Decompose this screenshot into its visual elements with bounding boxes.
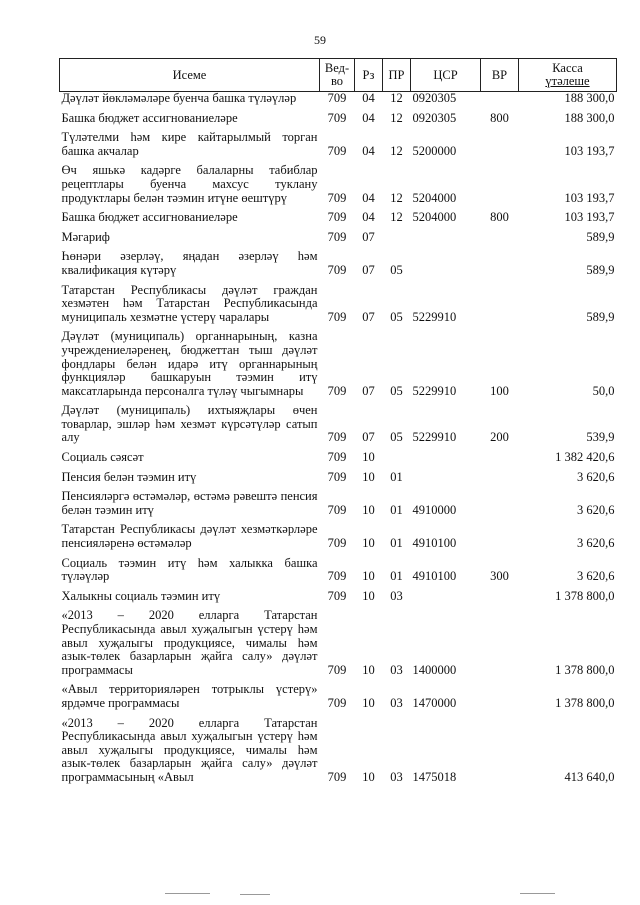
cell-rz: 07 xyxy=(362,383,375,398)
table-row xyxy=(60,683,617,716)
cell-vedo: 709 xyxy=(327,502,347,517)
cell-vr xyxy=(481,471,519,491)
cell-amount: 103 193,7 xyxy=(564,143,615,158)
cell-vedo: 709 xyxy=(327,450,347,465)
cell-pr: 05 xyxy=(390,262,403,277)
cell-rz: 10 xyxy=(362,536,375,551)
cell-csr: 0920305 xyxy=(412,91,457,105)
cell-pr: 12 xyxy=(390,143,403,158)
cell-name: «2013 – 2020 елларга Татарстан Республикасында авыл хуҗалыгын үстерү һәм авыл хуҗалыгы продукциясе, чималы һәм азык-төлек базарларын җайга салу» дәүләт программасының «Авыл xyxy=(61,715,318,784)
cell-csr: 4910100 xyxy=(412,569,457,584)
cell-pr: 03 xyxy=(390,769,403,784)
cell-rz: 04 xyxy=(362,110,375,125)
cell-csr: 4910000 xyxy=(412,502,457,517)
cell-csr: 1470000 xyxy=(412,695,457,710)
table-body xyxy=(60,92,617,791)
page-number: 59 xyxy=(314,33,326,47)
table-header-row xyxy=(60,59,617,92)
cell-name: Татарстан Республикасы дәүләт граждан хезмәтен һәм Татарстан Республикасында муниципаль хезмәтне үстерү чаралары xyxy=(61,282,318,324)
cell-vedo: 709 xyxy=(327,190,347,205)
cell-rz: 04 xyxy=(362,143,375,158)
header-vedo-line1: Вед- xyxy=(324,61,350,75)
cell-csr: 5229910 xyxy=(412,309,457,324)
cell-pr: 05 xyxy=(390,383,403,398)
table-row xyxy=(60,231,617,251)
cell-csr: 1475018 xyxy=(412,769,457,784)
cell-rz: 10 xyxy=(362,569,375,584)
cell-pr: 12 xyxy=(390,91,403,105)
cell-csr xyxy=(411,231,481,251)
cell-pr xyxy=(383,451,411,471)
table-row xyxy=(60,92,617,112)
cell-amount: 188 300,0 xyxy=(564,110,615,125)
cell-amount: 3 620,6 xyxy=(577,569,615,584)
cell-csr xyxy=(411,250,481,283)
cell-pr: 03 xyxy=(390,588,403,603)
cell-vedo: 709 xyxy=(327,210,347,225)
cell-csr: 5204000 xyxy=(412,210,457,225)
scan-line-bottom xyxy=(520,893,555,894)
cell-amount: 3 620,6 xyxy=(577,536,615,551)
cell-name: Социаль сәясәт xyxy=(61,450,144,465)
cell-name: Башка бюджет ассигнованиеләре xyxy=(61,210,238,225)
cell-amount: 103 193,7 xyxy=(564,190,615,205)
header-rz: Рз xyxy=(355,59,383,92)
cell-vedo: 709 xyxy=(327,769,347,784)
table-row xyxy=(60,523,617,556)
cell-vr xyxy=(481,451,519,471)
cell-name: Дәүләт (муниципаль) ихтыяҗлары өчен товарлар, эшләр һәм хезмәт күрсәтүләр сатып алу xyxy=(61,403,318,445)
cell-amount: 1 382 420,6 xyxy=(555,450,615,465)
table-row xyxy=(60,717,617,791)
cell-vr xyxy=(481,164,519,211)
cell-vedo: 709 xyxy=(327,262,347,277)
cell-csr xyxy=(411,451,481,471)
cell-vr: 800 xyxy=(490,110,509,125)
table-row xyxy=(60,330,617,404)
cell-vedo: 709 xyxy=(327,469,347,484)
cell-name: Мәгариф xyxy=(61,229,110,244)
cell-pr: 12 xyxy=(390,110,403,125)
cell-amount: 1 378 800,0 xyxy=(555,588,615,603)
cell-rz: 10 xyxy=(362,662,375,677)
cell-pr: 01 xyxy=(390,469,403,484)
cell-name: Халыкны социаль тәэмин итү xyxy=(61,588,221,603)
cell-pr: 01 xyxy=(390,502,403,517)
cell-name: Социаль тәэмин итү һәм халыкка башка түләүләр xyxy=(61,555,318,584)
header-kassa xyxy=(519,59,617,92)
cell-amount: 188 300,0 xyxy=(564,91,615,105)
cell-vedo: 709 xyxy=(327,143,347,158)
cell-name: Өч яшькә кадәрге балаларны табиблар рецептлары буенча махсус туклану продуктлары белән тәэмин итүне өештүрү xyxy=(61,163,318,205)
cell-rz: 10 xyxy=(362,588,375,603)
cell-pr: 01 xyxy=(390,536,403,551)
header-vedo xyxy=(320,59,355,92)
cell-pr: 05 xyxy=(390,309,403,324)
cell-amount: 50,0 xyxy=(592,383,615,398)
cell-vr xyxy=(481,131,519,164)
cell-pr: 03 xyxy=(390,695,403,710)
cell-vr: 100 xyxy=(490,383,509,398)
cell-vr: 200 xyxy=(490,430,509,445)
cell-rz: 04 xyxy=(362,91,375,105)
header-pr: ПР xyxy=(383,59,411,92)
cell-vedo: 709 xyxy=(327,695,347,710)
cell-name: Башка бюджет ассигнованиеләре xyxy=(61,110,238,125)
cell-vr xyxy=(481,590,519,610)
cell-csr: 4910100 xyxy=(412,536,457,551)
cell-pr: 01 xyxy=(390,569,403,584)
cell-csr: 5229910 xyxy=(412,430,457,445)
cell-rz: 04 xyxy=(362,190,375,205)
cell-name: Һөнәри әзерләү, яңадан әзерләү һәм квалификация күтәрү xyxy=(61,249,318,277)
cell-vr xyxy=(481,683,519,716)
cell-csr: 5200000 xyxy=(412,143,457,158)
cell-pr: 03 xyxy=(390,662,403,677)
cell-vr: 800 xyxy=(490,210,509,225)
cell-pr: 12 xyxy=(390,210,403,225)
header-vr: ВР xyxy=(481,59,519,92)
cell-vr xyxy=(481,490,519,523)
cell-vr xyxy=(481,231,519,251)
header-kassa-line2: үтәлеше xyxy=(545,74,590,88)
cell-vedo: 709 xyxy=(327,229,347,244)
cell-name: Дәүләт йөкләмәләре буенча башка түләүләр xyxy=(61,91,297,105)
cell-pr xyxy=(383,231,411,251)
cell-name: «Авыл территорияләрен тотрыклы үстерү» ярдәмче программасы xyxy=(61,682,318,710)
cell-vedo: 709 xyxy=(327,309,347,324)
table-row xyxy=(60,250,617,283)
table-row xyxy=(60,451,617,471)
cell-vedo: 709 xyxy=(327,91,347,105)
cell-vedo: 709 xyxy=(327,383,347,398)
cell-csr xyxy=(411,590,481,610)
cell-vr xyxy=(481,717,519,791)
cell-name: Татарстан Республикасы дәүләт хезмәткәрләре пенсияләренә өстәмәләр xyxy=(61,522,318,551)
cell-vr xyxy=(481,609,519,683)
cell-name: Дәүләт (муниципаль) органнарының, казна учреждениеләренең, бюджеттан тыш дәүләт фондлары белән идарә итү органнарының функцияләр башкаруын тәэмин итү максатларында персоналга түләү чыгымнары xyxy=(61,329,318,398)
cell-rz: 10 xyxy=(362,769,375,784)
cell-amount: 1 378 800,0 xyxy=(555,695,615,710)
header-kassa-line1: Касса xyxy=(552,61,583,75)
cell-csr xyxy=(411,471,481,491)
table-row xyxy=(60,284,617,331)
cell-rz: 07 xyxy=(362,309,375,324)
cell-vedo: 709 xyxy=(327,662,347,677)
cell-amount: 539,9 xyxy=(586,430,615,445)
scan-line-bottom xyxy=(165,893,210,894)
cell-name: Түләтелми һәм кире кайтарылмый торган башка акчалар xyxy=(61,130,318,158)
cell-amount: 1 378 800,0 xyxy=(555,662,615,677)
cell-rz: 10 xyxy=(362,502,375,517)
header-name: Исеме xyxy=(60,59,320,92)
cell-rz: 10 xyxy=(362,469,375,484)
cell-pr: 12 xyxy=(390,190,403,205)
cell-csr: 5204000 xyxy=(412,190,457,205)
cell-csr: 0920305 xyxy=(412,110,457,125)
table-row xyxy=(60,112,617,132)
cell-vr: 300 xyxy=(490,569,509,584)
cell-csr: 5229910 xyxy=(412,383,457,398)
budget-table xyxy=(59,58,617,791)
cell-vr xyxy=(481,523,519,556)
cell-vr xyxy=(481,284,519,331)
cell-amount: 589,9 xyxy=(586,309,615,324)
cell-amount: 103 193,7 xyxy=(564,210,615,225)
table-row xyxy=(60,557,617,590)
cell-name: Пенсияләргә өстәмәләр, өстәмә рәвештә пенсия белән тәэмин итү xyxy=(61,489,318,517)
cell-vedo: 709 xyxy=(327,588,347,603)
cell-rz: 10 xyxy=(362,695,375,710)
cell-csr: 1400000 xyxy=(412,662,457,677)
table-row xyxy=(60,609,617,683)
header-vedo-line2: во xyxy=(330,74,344,88)
cell-name: «2013 – 2020 елларга Татарстан Республикасында авыл хуҗалыгын үстерү һәм авыл хуҗалыгы продукциясе, чималы һәм азык-төлек базарларын җайга салу» дәүләт программасы xyxy=(61,608,318,677)
cell-vr xyxy=(481,250,519,283)
table-row xyxy=(60,211,617,231)
cell-name: Пенсия белән тәэмин итү xyxy=(61,469,197,484)
cell-amount: 589,9 xyxy=(586,229,615,244)
cell-pr: 05 xyxy=(390,430,403,445)
cell-vedo: 709 xyxy=(327,430,347,445)
cell-amount: 589,9 xyxy=(586,262,615,277)
header-csr: ЦСР xyxy=(411,59,481,92)
scan-line-bottom xyxy=(240,894,270,895)
cell-rz: 04 xyxy=(362,210,375,225)
cell-vedo: 709 xyxy=(327,569,347,584)
cell-vedo: 709 xyxy=(327,110,347,125)
cell-amount: 3 620,6 xyxy=(577,502,615,517)
table-row xyxy=(60,490,617,523)
cell-rz: 07 xyxy=(362,229,375,244)
cell-rz: 07 xyxy=(362,262,375,277)
cell-amount: 3 620,6 xyxy=(577,469,615,484)
cell-vr xyxy=(481,92,519,112)
table-row xyxy=(60,471,617,491)
table-row xyxy=(60,404,617,451)
cell-vedo: 709 xyxy=(327,536,347,551)
table-row xyxy=(60,590,617,610)
cell-rz: 07 xyxy=(362,430,375,445)
cell-rz: 10 xyxy=(362,450,375,465)
table-row xyxy=(60,131,617,164)
table-row xyxy=(60,164,617,211)
cell-amount: 413 640,0 xyxy=(564,769,615,784)
